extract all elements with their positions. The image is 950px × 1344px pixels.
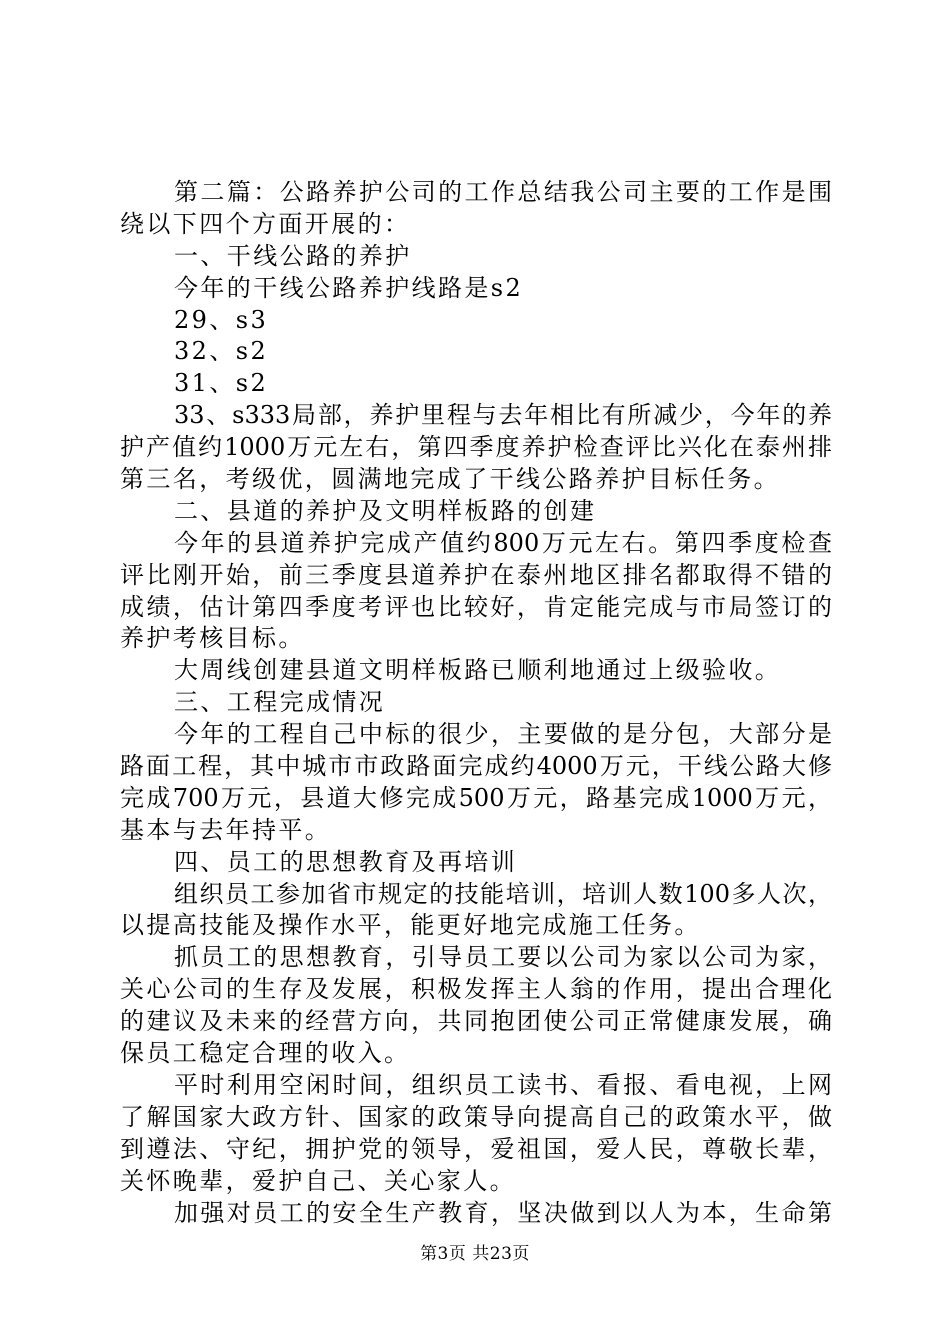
text-line: 关怀晚辈，爱护自己、关心家人。 (120, 1166, 516, 1195)
section-heading: 二、县道的养护及文明样板路的创建 (174, 496, 597, 525)
page-number-footer: 第3页 共23页 (420, 1244, 530, 1264)
section-heading: 四、员工的思想教育及再培训 (174, 847, 518, 876)
text-line: 护产值约1000万元左右，第四季度养护检查评比兴化在泰州排 (120, 433, 832, 462)
section-heading: 一、干线公路的养护 (174, 241, 412, 270)
text-line: 今年的县道养护完成产值约800万元左右。第四季度检查 (174, 528, 832, 557)
text-line: 32、s2 (174, 337, 269, 366)
text-line: 到遵法、守纪，拥护党的领导，爱祖国，爱人民，尊敬长辈， (120, 1134, 832, 1163)
document-body (120, 177, 832, 1229)
text-line: 路面工程，其中城市市政路面完成约4000万元，干线公路大修 (120, 752, 832, 781)
text-line: 基本与去年持平。 (120, 815, 332, 844)
text-line: 大周线创建县道文明样板路已顺利地通过上级验收。 (174, 656, 782, 685)
text-line: 评比刚开始，前三季度县道养护在泰州地区排名都取得不错的 (120, 560, 832, 589)
text-line: 了解国家大政方针、国家的政策导向提高自己的政策水平，做 (120, 1102, 832, 1131)
text-line: 加强对员工的安全生产教育，坚决做到以人为本，生命第 (174, 1198, 832, 1227)
text-line: 今年的工程自己中标的很少，主要做的是分包，大部分是 (174, 720, 832, 749)
text-line: 抓员工的思想教育，引导员工要以公司为家以公司为家， (174, 943, 832, 972)
text-line: 第三名，考级优，圆满地完成了干线公路养护目标任务。 (120, 465, 780, 494)
text-line: 成绩，估计第四季度考评也比较好，肯定能完成与市局签订的 (120, 592, 832, 621)
text-line: 33、s333局部，养护里程与去年相比有所减少，今年的养 (174, 401, 832, 430)
text-line: 养护考核目标。 (120, 624, 305, 653)
text-line: 平时利用空闲时间，组织员工读书、看报、看电视，上网 (174, 1070, 832, 1099)
text-line: 保员工稳定合理的收入。 (120, 1039, 411, 1068)
text-line: 完成700万元，县道大修完成500万元，路基完成1000万元， (120, 783, 832, 812)
text-line: 关心公司的生存及发展，积极发挥主人翁的作用，提出合理化 (120, 975, 832, 1004)
text-line: 绕以下四个方面开展的： (120, 209, 411, 238)
text-line: 的建议及未来的经营方向，共同抱团使公司正常健康发展，确 (120, 1007, 832, 1036)
text-line: 组织员工参加省市规定的技能培训，培训人数100多人次， (174, 879, 832, 908)
text-line: 第二篇：公路养护公司的工作总结我公司主要的工作是围 (174, 178, 832, 206)
text-line: 29、s3 (174, 305, 269, 334)
section-heading: 三、工程完成情况 (174, 688, 386, 717)
text-line: 31、s2 (174, 369, 269, 398)
text-line: 今年的干线公路养护线路是s2 (174, 273, 524, 302)
text-line: 以提高技能及操作水平，能更好地完成施工任务。 (120, 911, 701, 940)
